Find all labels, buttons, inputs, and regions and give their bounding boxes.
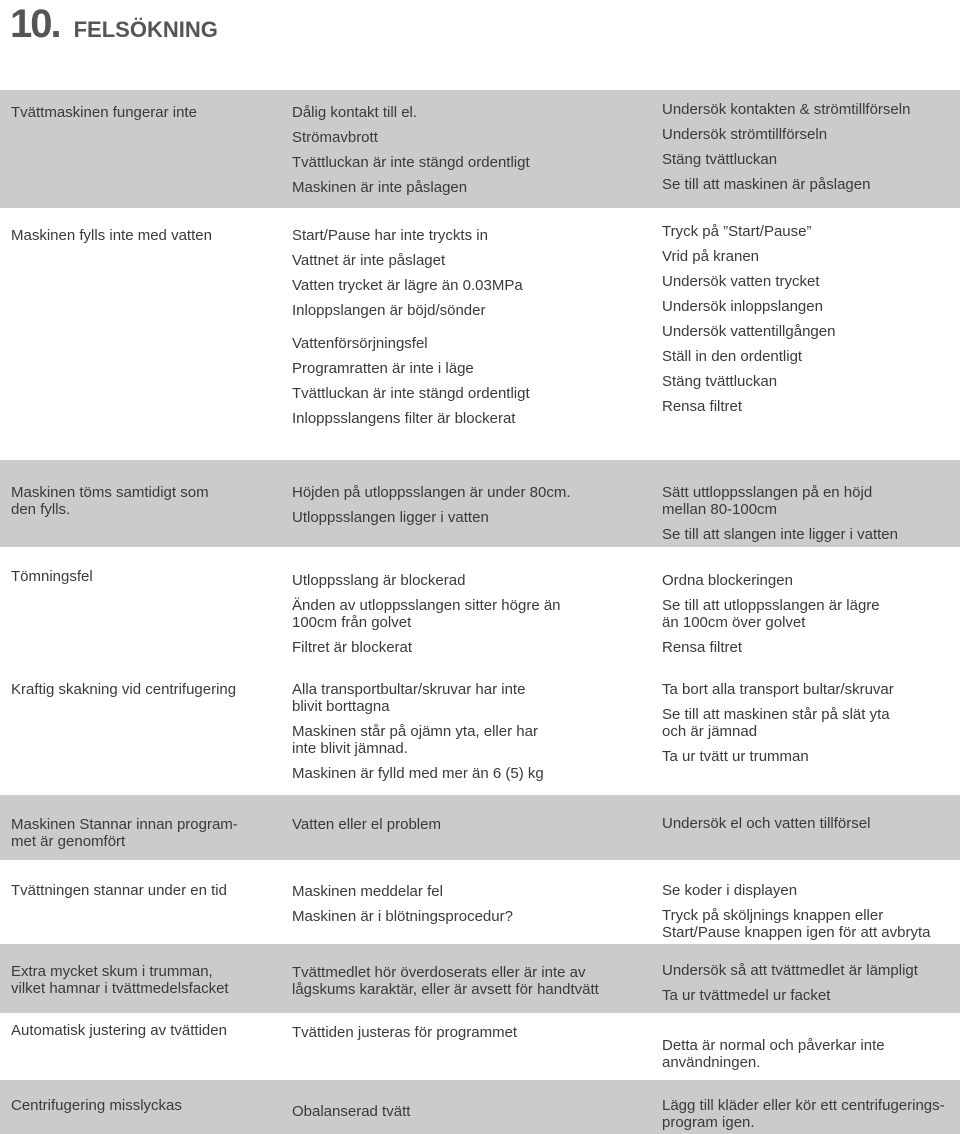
text-line: Extra mycket skum i trumman,	[11, 963, 213, 980]
text-line: Undersök vatten trycket	[662, 273, 820, 290]
text-line: än 100cm över golvet	[662, 614, 806, 631]
table-row	[0, 208, 960, 460]
text-line: Tvättmedlet hör överdoserats eller är inte av	[292, 964, 586, 981]
text-line: blivit borttagna	[292, 698, 390, 715]
text-line: Undersök inloppslangen	[662, 298, 823, 315]
text-line: Rensa filtret	[662, 639, 743, 656]
text-line: Strömavbrott	[292, 129, 378, 146]
text-line: Obalanserad tvätt	[292, 1103, 411, 1120]
table-row	[0, 1013, 960, 1080]
text-line: Maskinen är i blötningsprocedur?	[292, 908, 513, 925]
text-line: Tryck på ”Start/Pause”	[662, 223, 812, 240]
text-line: Undersök el och vatten tillförsel	[662, 815, 871, 832]
table-row	[0, 944, 960, 1013]
text-line: Stäng tvättluckan	[662, 151, 778, 168]
table-row	[0, 663, 960, 795]
text-line: Maskinen står på ojämn yta, eller har	[292, 723, 538, 740]
text-line: Ta ur tvättmedel ur facket	[662, 987, 831, 1004]
text-line: Vatten trycket är lägre än 0.03MPa	[292, 277, 523, 294]
text-line: Undersök kontakten & strömtillförseln	[662, 101, 911, 118]
table-row	[0, 90, 960, 208]
text-line: Undersök strömtillförseln	[662, 126, 828, 143]
text-line: Centrifugering misslyckas	[11, 1097, 182, 1114]
text-line: Maskinen är fylld med mer än 6 (5) kg	[292, 765, 544, 782]
text-line: Tvättningen stannar under en tid	[11, 882, 227, 899]
table-row	[0, 1080, 960, 1134]
text-line: Se till att slangen inte ligger i vatten	[662, 526, 898, 543]
text-line: Kraftig skakning vid centrifugering	[11, 681, 237, 698]
text-line: Automatisk justering av tvättiden	[11, 1022, 227, 1039]
table-row	[0, 547, 960, 663]
text-line: Se till att utloppsslangen är lägre	[662, 597, 880, 614]
section-title: FELSÖKNING	[73, 17, 218, 42]
text-line: Vatten eller el problem	[292, 816, 441, 833]
text-line: Ordna blockeringen	[662, 572, 793, 589]
text-line: Maskinen meddelar fel	[292, 883, 443, 900]
text-line: Vrid på kranen	[662, 248, 760, 265]
text-line: Alla transportbultar/skruvar har inte	[292, 681, 526, 698]
text-line: Undersök vattentillgången	[662, 323, 836, 340]
text-line: Start/Pause har inte tryckts in	[292, 227, 488, 244]
text-line: Tvättiden justeras för programmet	[292, 1024, 518, 1041]
text-line: 100cm från golvet	[292, 614, 412, 631]
text-line: Höjden på utloppsslangen är under 80cm.	[292, 484, 571, 501]
text-line: Se till att maskinen är påslagen	[662, 176, 871, 193]
text-line: mellan 80-100cm	[662, 501, 778, 518]
text-line: Ta bort alla transport bultar/skruvar	[662, 681, 894, 698]
text-line: Lägg till kläder eller kör ett centrifugerings-	[662, 1097, 945, 1114]
text-line: lågskums karaktär, eller är avsett för handtvätt	[292, 981, 599, 998]
text-line: Stäng tvättluckan	[662, 373, 778, 390]
text-line: Rensa filtret	[662, 398, 743, 415]
table-row	[0, 795, 960, 860]
section-heading	[10, 2, 218, 46]
text-line: Programratten är inte i läge	[292, 360, 474, 377]
text-line: Ta ur tvätt ur trumman	[662, 748, 809, 765]
text-line: Filtret är blockerat	[292, 639, 413, 656]
text-line: Änden av utloppsslangen sitter högre än	[292, 597, 561, 614]
text-line: program igen.	[662, 1114, 755, 1131]
text-line: och är jämnad	[662, 723, 758, 740]
text-line: Se koder i displayen	[662, 882, 798, 899]
text-line: Tvättmaskinen fungerar inte	[11, 104, 197, 121]
text-line: met är genomfört	[11, 833, 126, 850]
text-line: Vattenförsörjningsfel	[292, 335, 428, 352]
text-line: Sätt uttloppsslangen på en höjd	[662, 484, 873, 501]
text-line: Tömningsfel	[11, 568, 93, 585]
text-line: Undersök så att tvättmedlet är lämpligt	[662, 962, 918, 979]
section-number: 10.	[10, 2, 60, 46]
text-line: Inloppslangen är böjd/sönder	[292, 302, 486, 319]
text-line: användningen.	[662, 1054, 761, 1071]
text-line: Dålig kontakt till el.	[292, 104, 418, 121]
text-line: vilket hamnar i tvättmedelsfacket	[11, 980, 229, 997]
table-row	[0, 860, 960, 944]
text-line: Ställ in den ordentligt	[662, 348, 803, 365]
text-line: Utloppsslang är blockerad	[292, 572, 466, 589]
text-line: Tvättluckan är inte stängd ordentligt	[292, 385, 530, 402]
text-line: Se till att maskinen står på slät yta	[662, 706, 890, 723]
text-line: Inloppsslangens filter är blockerat	[292, 410, 516, 427]
text-line: inte blivit jämnad.	[292, 740, 408, 757]
text-line: Maskinen töms samtidigt som	[11, 484, 209, 501]
text-line: Start/Pause knappen igen för att avbryta	[662, 924, 931, 941]
text-line: Maskinen fylls inte med vatten	[11, 227, 212, 244]
table-row	[0, 460, 960, 547]
text-line: Utloppsslangen ligger i vatten	[292, 509, 489, 526]
text-line: Vattnet är inte påslaget	[292, 252, 446, 269]
text-line: Detta är normal och påverkar inte	[662, 1037, 885, 1054]
text-line: den fylls.	[11, 501, 71, 518]
text-line: Tryck på sköljnings knappen eller	[662, 907, 884, 924]
text-line: Tvättluckan är inte stängd ordentligt	[292, 154, 530, 171]
text-line: Maskinen Stannar innan program-	[11, 816, 238, 833]
text-line: Maskinen är inte påslagen	[292, 179, 468, 196]
